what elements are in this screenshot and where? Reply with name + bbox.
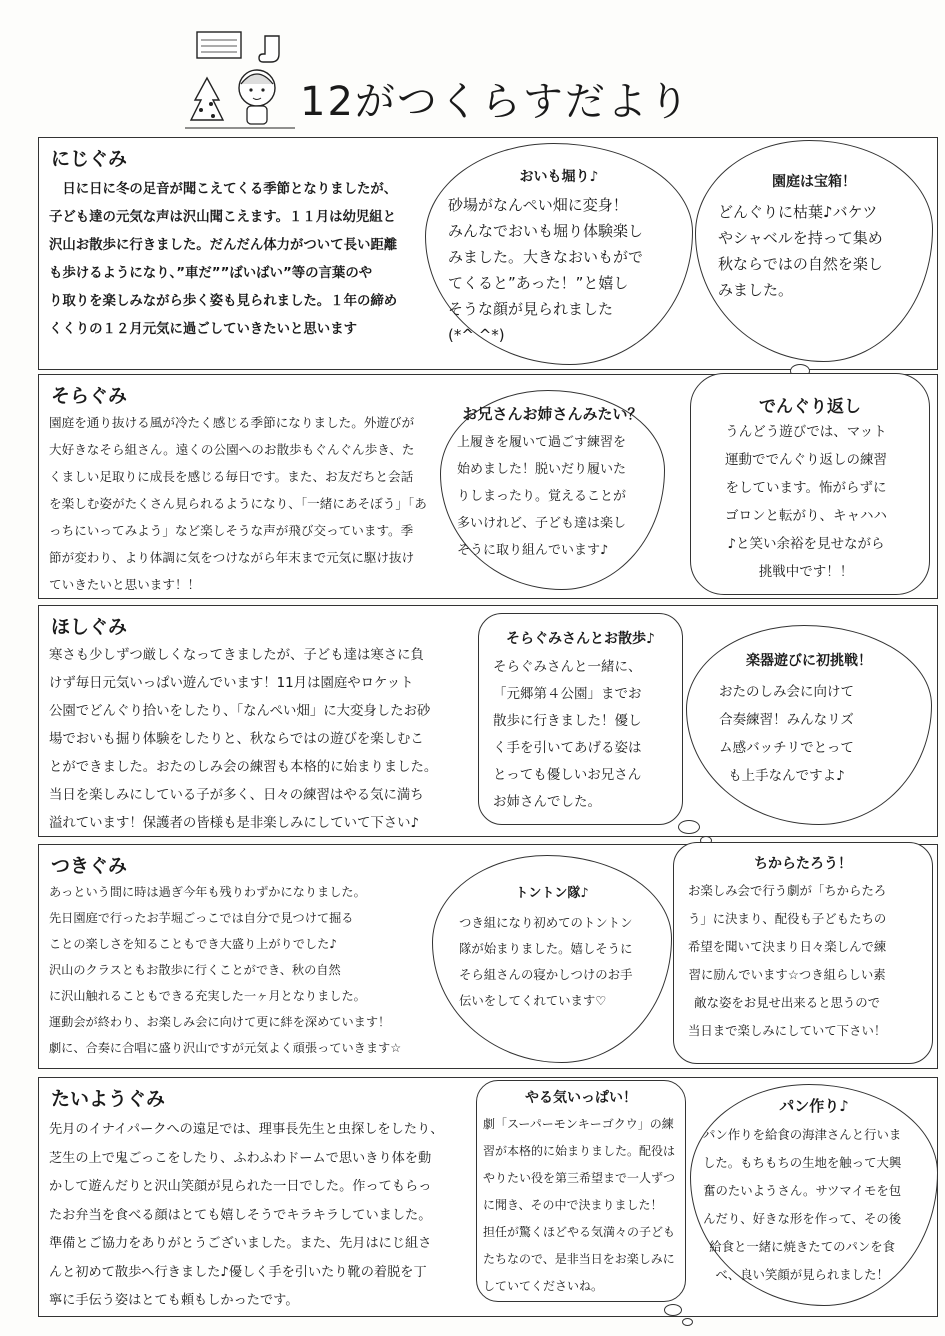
section-body: あっという間に時は過ぎ今年も残りわずかになりました。 先日園庭で行ったお芋堀ごっこでは自分で見つけて掘る ことの楽しさを知ることもでき大盛り上がりでした♪ 沢山のクラスともお散歩に行くことができ、秋の自然 に沢山触れることもできる充実した一ヶ月となりました。 運動会が終わり、お楽しみ会に向けて更に絆を深めています！ 劇に、合奏に合唱に盛り沢山ですが元気よく頑張っていきます☆ bbox=[49, 885, 402, 1055]
section-title: たいようぐみ bbox=[51, 1088, 166, 1110]
section-title: そらぐみ bbox=[51, 385, 128, 407]
bubble-tail bbox=[682, 1318, 693, 1326]
bubble-body: 上履きを履いて過ごす練習を 始めました！脱いだり履いた りしまったり。覚えることが 多いけれど、子ども達は楽し そうに取り組んでいます♪ bbox=[457, 435, 627, 558]
bubble-title: そらぐみさんとお散歩♪ bbox=[506, 631, 655, 647]
calendar-icon bbox=[197, 32, 241, 58]
bubble-body: 劇「スーパーモンキーゴクウ」の練 習が本格的に始まりました。配役は やりたい役を第三希望まで一人ずつ に聞き、その中で決まりました！ 担任が驚くほどやる気満々の子ども たちなので、是非当日をお楽しみに していてくださいね。 bbox=[483, 1117, 676, 1293]
section-body: 日に日に冬の足音が聞こえてくる季節となりましたが、 子ども達の元気な声は沢山聞こえます。１１月は幼児組と 沢山お散歩に行きました。だんだん体力がついて長い距離 も歩けるようになり、”車だ””ばいばい”等の言葉のや り取りを楽しみながら歩く姿も見られました。１年の締め くくりの１２月元気に過ごしていきたいと思います bbox=[49, 182, 398, 337]
bubble-pan bbox=[690, 1084, 938, 1306]
bubble-title: トントン隊♪ bbox=[515, 886, 589, 901]
bubble-body: 砂場がなんぺい畑に変身！ みんなでおいも堀り体験楽し みました。大きなおいもがで てくると”あった！”と嬉し そうな顔が見られました (*^ ^*) bbox=[448, 196, 644, 344]
bubble-title: ちからたろう！ bbox=[754, 856, 852, 872]
bubble-body: うんどう遊びでは、マット 運動ででんぐり返しの練習 をしています。怖がらずに ゴロンと転がり、キャハハ ♪と笑い余裕を見せながら 挑戦中です！！ bbox=[725, 424, 887, 580]
bubble-chikaratarou bbox=[673, 842, 933, 1064]
header-illustration bbox=[185, 28, 295, 138]
section-title: にじぐみ bbox=[51, 148, 128, 170]
bubble-dengurigaeshi bbox=[690, 373, 930, 595]
bubble-body: おたのしみ会に向けて 合奏練習！みんなリズ ム感バッチリでとって も上手なんですよ♪ bbox=[719, 684, 854, 784]
bubble-title: 園庭は宝箱！ bbox=[772, 174, 856, 190]
bubble-body: そらぐみさんと一緒に、 「元郷第４公園」までお 散歩に行きました！優し く手を引いてあげる姿は とっても優しいお兄さん お姉さんでした。 bbox=[493, 659, 642, 810]
tree-icon bbox=[191, 78, 223, 120]
bubble-tail bbox=[664, 1304, 682, 1316]
bubble-body: パン作りを給食の海津さんと行いま した。もちもちの生地を触って大興 奮のたいようさん。サツマイモを包 んだり、好きな形を作って、その後 給食と一緒に焼きたてのパンを食 べ、良い笑顔が見られました！ bbox=[703, 1127, 902, 1282]
bubble-tail bbox=[678, 820, 700, 834]
bubble-title: パン作り♪ bbox=[779, 1097, 849, 1115]
page-title: 12がつくらすだより bbox=[300, 79, 691, 125]
bubble-yaruki bbox=[476, 1080, 686, 1302]
bubble-body: つき組になり初めてのトントン 隊が始まりました。嬉しそうに そら組さんの寝かしつけのお手 伝いをしてくれています♡ bbox=[459, 915, 633, 1008]
section-body: 園庭を通り抜ける風が冷たく感じる季節になりました。外遊びが 大好きなそら組さん。遠くの公園へのお散歩もぐんぐん歩き、た くましい足取りに成長を感じる毎日です。また、お友だちと会話 を楽しむ姿がたくさん見られるようになり、「一緒にあそぼう」「あ っちにいってみよう」など楽しそうな声が飛び交っています。季 節が変わり、より体調に気をつけながら年末まで元気に駆け抜け ていきたいと思います！！ bbox=[49, 415, 427, 592]
section-title: つきぐみ bbox=[51, 855, 128, 877]
bubble-title: でんぐり返し bbox=[759, 397, 861, 417]
stocking-icon bbox=[259, 36, 279, 62]
bubble-body: お楽しみ会で行う劇が「ちからたろ う」に決まり、配役も子どもたちの 希望を聞いて決まり日々楽しんで練 習に励んでいます☆つき組らしい素 敵な姿をお見せ出来ると思うので 当日まで楽しみにしていて下さい！ bbox=[688, 883, 887, 1038]
child-icon bbox=[239, 70, 275, 124]
bubble-title: 楽器遊びに初挑戦！ bbox=[746, 653, 872, 669]
section-body: 寒さも少しずつ厳しくなってきましたが、子ども達は寒さに負 けず毎日元気いっぱい遊んでいます！11月は園庭やロケット 公園でどんぐり拾いをしたり、「なんぺい畑」に大変身したお砂 場でおいも掘り体験をしたりと、秋ならではの遊びを楽しむこ とができました。おたのしみ会の練習も本格的に始まりました。 当日を楽しみにしている子が多く、日々の練習はやる気に満ち 溢れています！保護者の皆様も是非楽しみにしていて下さい♪ bbox=[49, 648, 438, 831]
bubble-sora-osanpo bbox=[478, 613, 683, 825]
bubble-title: おいも堀り♪ bbox=[519, 169, 599, 185]
section-title: ほしぐみ bbox=[51, 616, 128, 638]
bubble-body: どんぐりに枯葉♪バケツ やシャベルを持って集め 秋ならではの自然を楽し みました。 bbox=[718, 203, 883, 299]
section-body: 先月のイナイパークへの遠足では、理事長先生と虫探しをしたり、 芝生の上で鬼ごっこをしたり、ふわふわドームで思いきり体を動 かして遊んだりと沢山笑顔が見られた一日でした。作ってもらっ たお弁当を食べる顔はとても嬉しそうでキラキラしていました。 準備とご協力をありがとうございました。また、先月はにじ組さ んと初めて散歩へ行きました♪優しく手を引いたり靴の着脱を丁 寧に手伝う姿はとても頼もしかったです。 bbox=[49, 1122, 444, 1308]
bubble-title: やる気いっぱい！ bbox=[525, 1090, 637, 1106]
bubble-title: お兄さんお姉さんみたい？ bbox=[462, 405, 643, 423]
